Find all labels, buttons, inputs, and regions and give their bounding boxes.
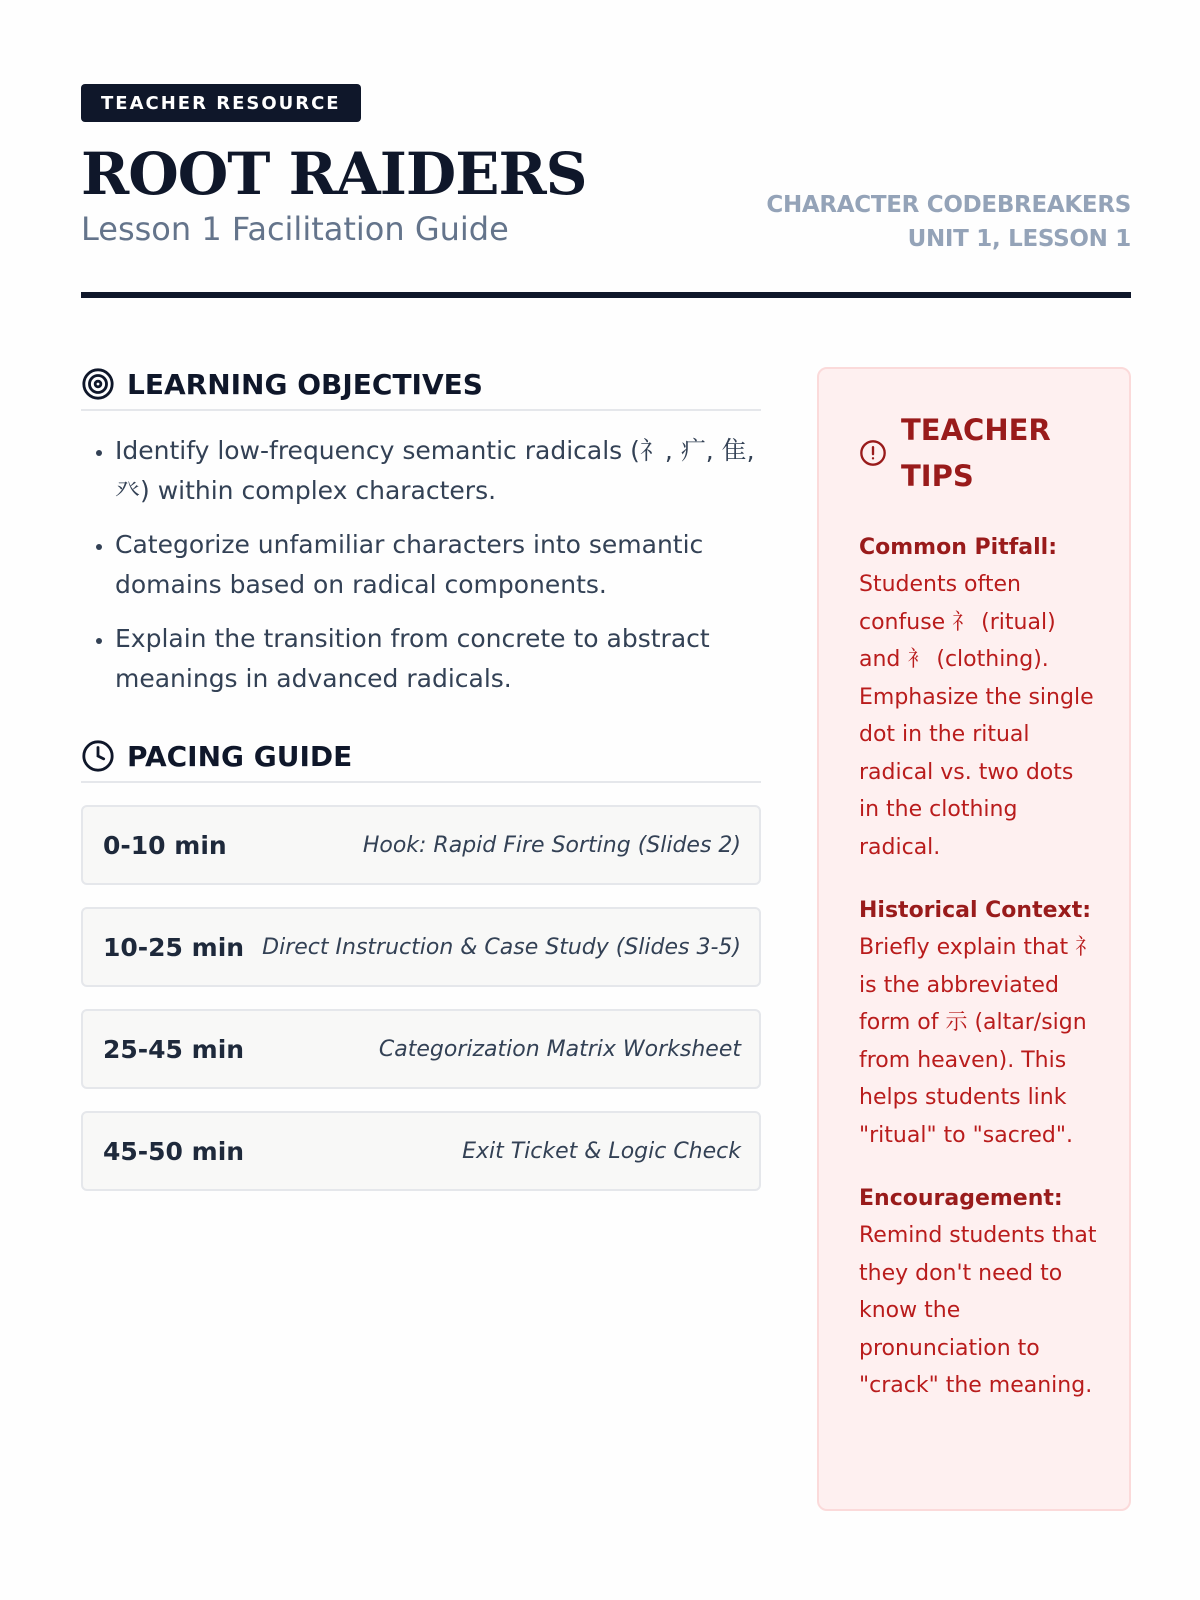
course-name: CHARACTER CODEBREAKERS	[766, 192, 1131, 218]
objective-item: • Explain the transition from concrete to abstract meanings in advanced radicals.	[115, 619, 761, 699]
tip-item	[859, 529, 1099, 866]
pacing-time: 10-25 min	[103, 932, 245, 962]
tip-item	[859, 892, 1099, 1154]
page-title: ROOT RAIDERS	[81, 140, 587, 208]
pacing-activity: Direct Instruction & Case Study (Slides 3-5)	[262, 934, 741, 960]
objective-item: • Categorize unfamiliar characters into semantic domains based on radical components.	[115, 525, 761, 605]
pacing-row	[81, 1111, 761, 1191]
alert-circle-icon	[859, 439, 887, 467]
unit-lesson: UNIT 1, LESSON 1	[907, 226, 1131, 252]
tip-text: Briefly explain that 礻 is the abbreviated form of 示 (altar/sign from heaven). This helps students link "ritual" to "sacred".	[859, 935, 1098, 1148]
tip-label: Encouragement:	[859, 1186, 1063, 1211]
clock-icon	[81, 739, 115, 773]
pacing-activity: Hook: Rapid Fire Sorting (Slides 2)	[362, 832, 741, 858]
pacing-time: 0-10 min	[103, 830, 227, 860]
objectives-header	[81, 367, 761, 411]
pacing-guide-section	[81, 739, 761, 1191]
unit-info	[766, 188, 1131, 256]
objectives-list	[81, 431, 761, 699]
pacing-header	[81, 739, 761, 783]
objective-item: • Identify low-frequency semantic radicals (礻, 疒, 隹, 癶) within complex characters.	[115, 431, 761, 511]
pacing-activity: Exit Ticket & Logic Check	[462, 1138, 741, 1164]
teacher-tips-panel	[817, 367, 1131, 1511]
pacing-title: PACING GUIDE	[127, 739, 353, 773]
tips-title: TEACHER TIPS	[901, 413, 1051, 493]
target-icon	[81, 367, 115, 401]
pacing-row	[81, 805, 761, 885]
tip-item	[859, 1180, 1099, 1405]
pacing-time: 25-45 min	[103, 1034, 245, 1064]
learning-objectives-section	[81, 367, 761, 699]
header	[81, 84, 1131, 298]
tip-label: Common Pitfall:	[859, 535, 1058, 560]
facilitation-guide-page	[81, 84, 1131, 1398]
main-column	[81, 367, 761, 1191]
pacing-row	[81, 1009, 761, 1089]
page-subtitle: Lesson 1 Facilitation Guide	[81, 210, 509, 248]
tip-text: Students often confuse 礻 (ritual) and 衤 (clothing). Emphasize the single dot in the ritual radical vs. two dots in the clothing radical.	[859, 572, 1094, 860]
pacing-activity: Categorization Matrix Worksheet	[378, 1036, 741, 1062]
tip-label: Historical Context:	[859, 898, 1092, 923]
header-divider	[81, 292, 1131, 298]
pacing-row	[81, 907, 761, 987]
objectives-title: LEARNING OBJECTIVES	[127, 367, 483, 401]
pacing-time: 45-50 min	[103, 1136, 245, 1166]
resource-badge: TEACHER RESOURCE	[81, 84, 361, 122]
tips-header	[859, 407, 1099, 499]
tip-text: Remind students that they don't need to know the pronunciation to "crack" the meaning.	[859, 1223, 1097, 1398]
